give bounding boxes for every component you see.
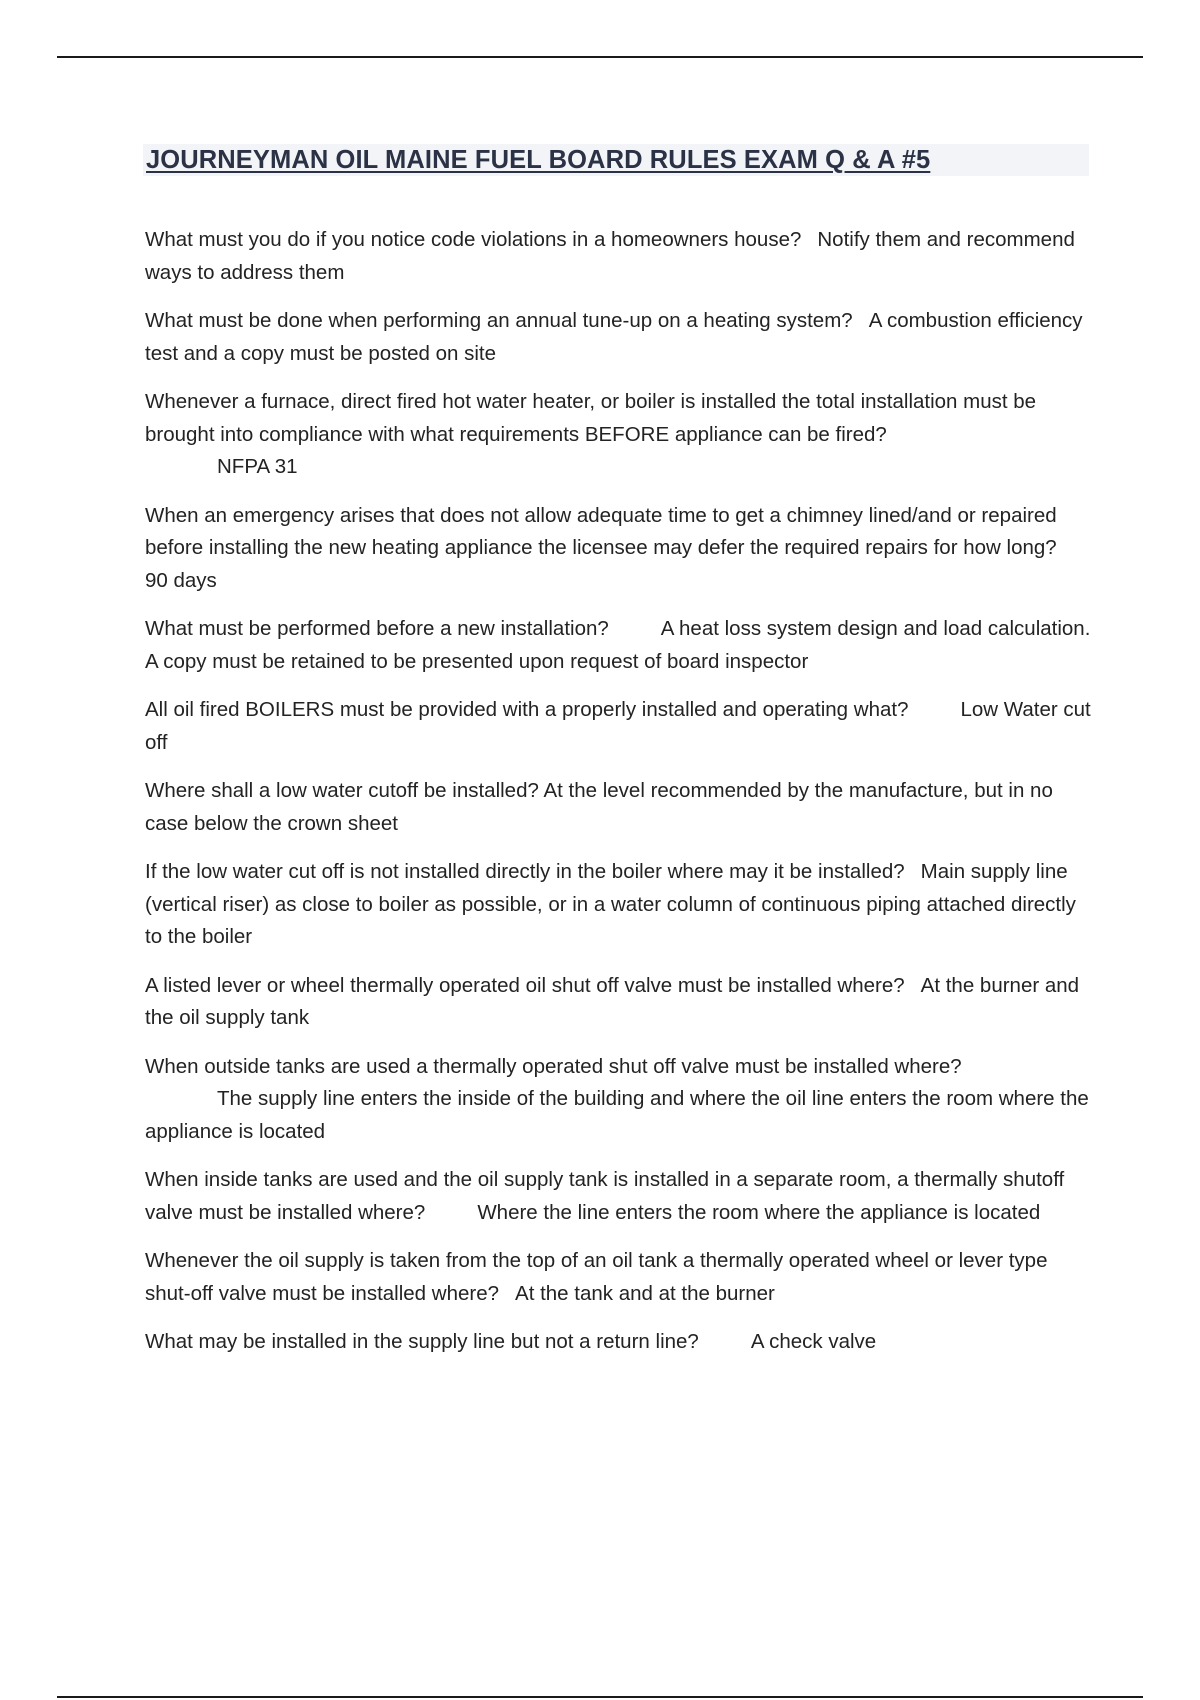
answer-text: A combustion efficiency test and a copy must be posted on site: [145, 309, 1083, 365]
qa-item: [145, 694, 1095, 759]
qa-item: [145, 775, 1095, 840]
top-divider: [57, 56, 1143, 58]
question-text: When outside tanks are used a thermally operated shut off valve must be installed where?: [145, 1054, 962, 1078]
question-text: If the low water cut off is not installed directly in the boiler where may it be installed?: [145, 860, 905, 883]
answer-text: At the burner and the oil supply tank: [145, 973, 1080, 1029]
question-text: Whenever a furnace, direct fired hot water heater, or boiler is installed the total installation must be brought into compliance with what requirements BEFORE appliance can be fired?: [145, 390, 1037, 446]
qa-item: [145, 386, 1095, 484]
qa-item: [145, 1164, 1095, 1229]
question-text: When inside tanks are used and the oil supply tank is installed in a separate room, a thermally shutoff valve must be installed where?: [145, 1168, 1065, 1224]
qa-item: [145, 305, 1095, 370]
answer-text: NFPA 31: [217, 455, 298, 478]
bottom-divider: [57, 1696, 1143, 1698]
question-text: All oil fired BOILERS must be provided with a properly installed and operating what?: [145, 698, 909, 721]
answer-text: A check valve: [750, 1330, 877, 1353]
question-text: Where shall a low water cutoff be installed?: [145, 779, 539, 802]
answer-text: 90 days: [145, 568, 217, 592]
answer-text: A heat loss system design and load calculation. A copy must be retained to be presented upon request of board inspector: [145, 617, 1091, 673]
qa-item: [145, 1245, 1095, 1310]
question-text: When an emergency arises that does not allow adequate time to get a chimney lined/and or repaired before installing the new heating appliance the licensee may defer the required repairs for how long?: [145, 503, 1057, 559]
qa-item: [145, 500, 1095, 598]
answer-text: Notify them and recommend ways to address them: [145, 228, 1075, 284]
answer-text: The supply line enters the inside of the building and where the oil line enters the room where the appliance is located: [145, 1087, 1089, 1143]
qa-item: [145, 1051, 1095, 1149]
question-text: What must be done when performing an annual tune-up on a heating system?: [145, 309, 853, 332]
qa-item: [145, 613, 1095, 678]
answer-text: At the tank and at the burner: [515, 1281, 775, 1305]
answer-text: At the level recommended by the manufacture, but in no case below the crown sheet: [145, 779, 1053, 835]
question-text: What must be performed before a new installation?: [145, 617, 609, 640]
qa-item: [145, 224, 1095, 289]
answer-text: Low Water cut off: [145, 698, 1091, 754]
qa-item: [145, 1326, 1095, 1359]
qa-list: [145, 224, 1095, 1375]
answer-text: Main supply line (vertical riser) as close to boiler as possible, or in a water column of continuous piping attached directly to the boiler: [145, 860, 1076, 948]
qa-item: [145, 970, 1095, 1035]
question-text: A listed lever or wheel thermally operated oil shut off valve must be installed where?: [145, 973, 905, 997]
answer-text: Where the line enters the room where the appliance is located: [477, 1200, 1041, 1224]
question-text: Whenever the oil supply is taken from the top of an oil tank a thermally operated wheel or lever type shut-off valve must be installed where?: [145, 1249, 1048, 1305]
question-text: What may be installed in the supply line but not a return line?: [145, 1330, 699, 1353]
document-title: JOURNEYMAN OIL MAINE FUEL BOARD RULES EXAM Q & A #5: [146, 146, 931, 174]
qa-item: [145, 856, 1095, 954]
question-text: What must you do if you notice code violations in a homeowners house?: [145, 228, 802, 251]
